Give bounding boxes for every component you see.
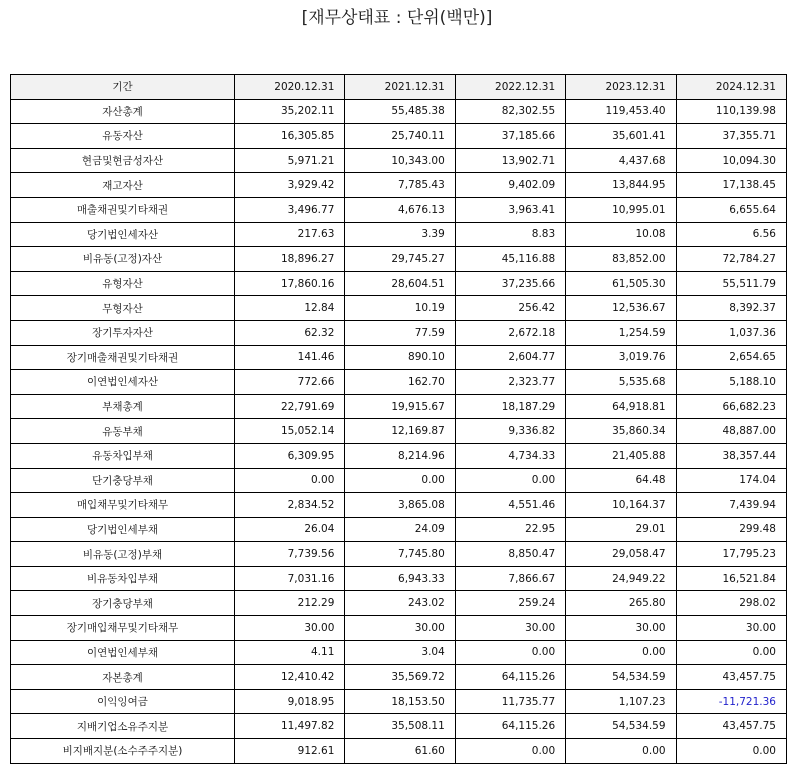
table-row [11,271,787,296]
table-row [11,616,787,641]
value-cell: 37,185.66 [455,124,565,149]
value-cell: 0.00 [235,468,345,493]
value-cell: 6,943.33 [345,566,455,591]
value-cell: 35,569.72 [345,665,455,690]
table-row [11,173,787,198]
value-cell: 4,676.13 [345,197,455,222]
value-cell: 37,235.66 [455,271,565,296]
value-cell: 265.80 [566,591,676,616]
table-row [11,320,787,345]
value-cell: 10,164.37 [566,493,676,518]
row-label: 매입채무및기타채무 [11,493,235,518]
row-label: 장기투자자산 [11,320,235,345]
value-cell: 21,405.88 [566,443,676,468]
table-row [11,665,787,690]
value-cell: 64,115.26 [455,665,565,690]
value-cell: 0.00 [566,640,676,665]
row-label: 이익잉여금 [11,689,235,714]
row-label: 장기충당부채 [11,591,235,616]
row-label: 무형자산 [11,296,235,321]
value-cell: 6,655.64 [676,197,786,222]
table-header-row [11,75,787,100]
value-cell: 29.01 [566,517,676,542]
table-row [11,419,787,444]
value-cell: 212.29 [235,591,345,616]
row-label: 자산총계 [11,99,235,124]
value-cell: 299.48 [676,517,786,542]
value-cell: 5,971.21 [235,148,345,173]
column-header-year: 2022.12.31 [455,75,565,100]
value-cell: 2,834.52 [235,493,345,518]
value-cell: 3,865.08 [345,493,455,518]
value-cell: 3,496.77 [235,197,345,222]
value-cell: 10,343.00 [345,148,455,173]
value-cell: 17,860.16 [235,271,345,296]
value-cell: 29,745.27 [345,247,455,272]
value-cell: 1,254.59 [566,320,676,345]
value-cell: 35,508.11 [345,714,455,739]
value-cell: 30.00 [235,616,345,641]
column-header-year: 2021.12.31 [345,75,455,100]
value-cell: 64,115.26 [455,714,565,739]
value-cell: 11,497.82 [235,714,345,739]
value-cell: 64,918.81 [566,394,676,419]
row-label: 장기매출채권및기타채권 [11,345,235,370]
value-cell: 256.42 [455,296,565,321]
value-cell: 29,058.47 [566,542,676,567]
column-header-year: 2023.12.31 [566,75,676,100]
value-cell: 48,887.00 [676,419,786,444]
value-cell: 3.04 [345,640,455,665]
table-row [11,468,787,493]
value-cell: 17,138.45 [676,173,786,198]
value-cell: 38,357.44 [676,443,786,468]
table-row [11,640,787,665]
value-cell: 24.09 [345,517,455,542]
value-cell: 3,019.76 [566,345,676,370]
value-cell: 10.19 [345,296,455,321]
row-label: 유동자산 [11,124,235,149]
row-label: 유형자산 [11,271,235,296]
value-cell: 2,654.65 [676,345,786,370]
value-cell: 12,169.87 [345,419,455,444]
value-cell: 16,305.85 [235,124,345,149]
value-cell: 22,791.69 [235,394,345,419]
row-label: 재고자산 [11,173,235,198]
value-cell: 6,309.95 [235,443,345,468]
value-cell: 13,844.95 [566,173,676,198]
value-cell: 30.00 [455,616,565,641]
row-label: 이연법인세부채 [11,640,235,665]
table-row [11,566,787,591]
table-row [11,148,787,173]
value-cell: 77.59 [345,320,455,345]
table-row [11,222,787,247]
value-cell: 0.00 [455,739,565,764]
value-cell: 35,202.11 [235,99,345,124]
value-cell: 243.02 [345,591,455,616]
value-cell: 4,437.68 [566,148,676,173]
column-header-year: 2024.12.31 [676,75,786,100]
value-cell: 4,734.33 [455,443,565,468]
value-cell: 3,963.41 [455,197,565,222]
value-cell: 1,037.36 [676,320,786,345]
value-cell: 18,896.27 [235,247,345,272]
row-label: 비유동(고정)부채 [11,542,235,567]
value-cell: 61.60 [345,739,455,764]
value-cell: 19,915.67 [345,394,455,419]
value-cell: 55,511.79 [676,271,786,296]
value-cell: 8,850.47 [455,542,565,567]
value-cell: 43,457.75 [676,665,786,690]
value-cell: 3.39 [345,222,455,247]
value-cell: 7,739.56 [235,542,345,567]
table-row [11,394,787,419]
value-cell: 5,188.10 [676,370,786,395]
value-cell: 10,094.30 [676,148,786,173]
row-label: 당기법인세자산 [11,222,235,247]
table-row [11,591,787,616]
row-label: 장기매입채무및기타채무 [11,616,235,641]
value-cell: 22.95 [455,517,565,542]
column-header-year: 2020.12.31 [235,75,345,100]
value-cell: 37,355.71 [676,124,786,149]
value-cell: 4,551.46 [455,493,565,518]
value-cell: 30.00 [345,616,455,641]
table-row [11,345,787,370]
value-cell: 8,214.96 [345,443,455,468]
value-cell: 119,453.40 [566,99,676,124]
value-cell: 35,860.34 [566,419,676,444]
table-body [11,99,787,763]
row-label: 자본총계 [11,665,235,690]
value-cell: 28,604.51 [345,271,455,296]
value-cell: 9,336.82 [455,419,565,444]
value-cell: 54,534.59 [566,665,676,690]
value-cell: 141.46 [235,345,345,370]
value-cell: 7,745.80 [345,542,455,567]
value-cell: 43,457.75 [676,714,786,739]
page-title: [재무상태표 : 단위(백만)] [301,8,493,28]
row-label: 단기충당부채 [11,468,235,493]
value-cell: 9,018.95 [235,689,345,714]
value-cell: 15,052.14 [235,419,345,444]
value-cell: 7,866.67 [455,566,565,591]
row-label: 비지배지분(소수주주지분) [11,739,235,764]
value-cell: 66,682.23 [676,394,786,419]
value-cell: 26.04 [235,517,345,542]
value-cell: 3,929.42 [235,173,345,198]
value-cell: 298.02 [676,591,786,616]
value-cell: 64.48 [566,468,676,493]
value-cell: 10,995.01 [566,197,676,222]
value-cell: 30.00 [676,616,786,641]
value-cell: 82,302.55 [455,99,565,124]
value-cell: 10.08 [566,222,676,247]
table-row [11,124,787,149]
table-row [11,739,787,764]
value-cell: 0.00 [455,468,565,493]
value-cell: 2,672.18 [455,320,565,345]
value-cell: 8.83 [455,222,565,247]
row-label: 유동부채 [11,419,235,444]
value-cell: 61,505.30 [566,271,676,296]
value-cell: 17,795.23 [676,542,786,567]
value-cell: 35,601.41 [566,124,676,149]
column-header-period: 기간 [11,75,235,100]
row-label: 매출채권및기타채권 [11,197,235,222]
table-row [11,517,787,542]
value-cell: 30.00 [566,616,676,641]
row-label: 비유동(고정)자산 [11,247,235,272]
table-row [11,689,787,714]
table-row [11,197,787,222]
value-cell: 0.00 [566,739,676,764]
value-cell: 0.00 [676,739,786,764]
row-label: 지배기업소유주지분 [11,714,235,739]
row-label: 비유동차입부채 [11,566,235,591]
value-cell: 7,785.43 [345,173,455,198]
table-row [11,247,787,272]
value-cell: 0.00 [676,640,786,665]
value-cell: 11,735.77 [455,689,565,714]
row-label: 현금및현금성자산 [11,148,235,173]
value-cell: 772.66 [235,370,345,395]
table-row [11,296,787,321]
value-cell: 217.63 [235,222,345,247]
value-cell: 890.10 [345,345,455,370]
value-cell: 18,187.29 [455,394,565,419]
value-cell: 2,323.77 [455,370,565,395]
value-cell: 13,902.71 [455,148,565,173]
value-cell: 0.00 [455,640,565,665]
value-cell: 83,852.00 [566,247,676,272]
value-cell: 25,740.11 [345,124,455,149]
value-cell: 912.61 [235,739,345,764]
value-cell: 0.00 [345,468,455,493]
value-cell: 259.24 [455,591,565,616]
value-cell: 18,153.50 [345,689,455,714]
table-row [11,493,787,518]
financial-statement-table [10,74,787,764]
value-cell: 72,784.27 [676,247,786,272]
value-cell: 174.04 [676,468,786,493]
value-cell: 12,536.67 [566,296,676,321]
table-row [11,370,787,395]
value-cell: 12.84 [235,296,345,321]
row-label: 유동차입부채 [11,443,235,468]
value-cell: 9,402.09 [455,173,565,198]
table-row [11,542,787,567]
value-cell: 6.56 [676,222,786,247]
row-label: 이연법인세자산 [11,370,235,395]
value-cell: 62.32 [235,320,345,345]
value-cell: 54,534.59 [566,714,676,739]
value-cell: 55,485.38 [345,99,455,124]
table-row [11,99,787,124]
value-cell: 1,107.23 [566,689,676,714]
value-cell: 4.11 [235,640,345,665]
value-cell: 24,949.22 [566,566,676,591]
table-row [11,443,787,468]
value-cell: 12,410.42 [235,665,345,690]
value-cell: 2,604.77 [455,345,565,370]
value-cell: 162.70 [345,370,455,395]
row-label: 당기법인세부채 [11,517,235,542]
value-cell: 16,521.84 [676,566,786,591]
row-label: 부채총계 [11,394,235,419]
value-cell: -11,721.36 [676,689,786,714]
value-cell: 45,116.88 [455,247,565,272]
value-cell: 8,392.37 [676,296,786,321]
table-row [11,714,787,739]
value-cell: 7,031.16 [235,566,345,591]
value-cell: 7,439.94 [676,493,786,518]
value-cell: 110,139.98 [676,99,786,124]
value-cell: 5,535.68 [566,370,676,395]
